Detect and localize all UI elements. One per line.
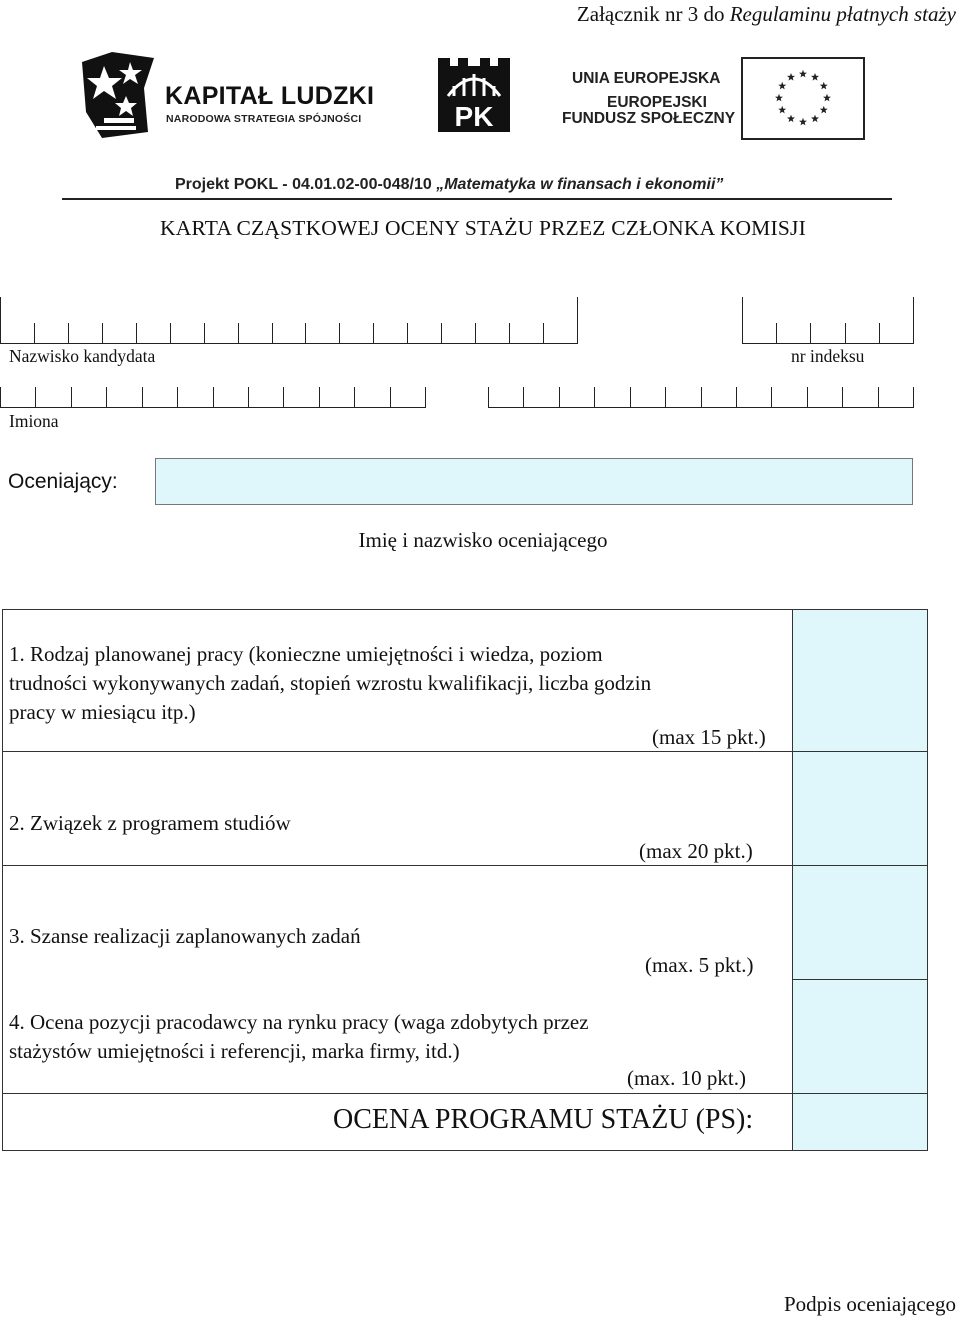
- header-divider: [62, 198, 892, 200]
- score-cell-4[interactable]: [793, 980, 927, 1093]
- eu-flag-icon: [741, 57, 865, 140]
- row-divider: [2, 751, 928, 752]
- criterion-1-text: [9, 640, 651, 727]
- char-box-divider: [136, 323, 137, 343]
- char-box-divider: [577, 297, 578, 343]
- char-box-divider: [0, 387, 1, 407]
- eu-star-icon: [811, 115, 819, 123]
- char-box-divider: [373, 323, 374, 343]
- criterion-1-max: (max 15 pkt.): [652, 725, 766, 749]
- char-box-divider: [879, 323, 880, 343]
- char-box-divider: [204, 323, 205, 343]
- char-box-divider: [354, 387, 355, 407]
- criterion-1-line3: pracy w miesiącu itp.): [9, 700, 196, 724]
- char-box-divider: [665, 387, 666, 407]
- char-box-divider: [71, 387, 72, 407]
- row-divider: [2, 865, 928, 866]
- ue-fund-line1: EUROPEJSKI: [607, 94, 707, 111]
- row-divider: [793, 979, 928, 980]
- char-box-divider: [102, 323, 103, 343]
- score-cell-2[interactable]: [793, 752, 927, 865]
- eu-star-icon: [787, 115, 795, 123]
- score-column-divider: [792, 609, 793, 1151]
- char-box-divider: [213, 387, 214, 407]
- evaluator-name-field[interactable]: [155, 458, 913, 505]
- char-box-divider: [594, 387, 595, 407]
- char-box-divider: [559, 387, 560, 407]
- eu-star-icon: [820, 82, 828, 90]
- evaluator-label: Oceniający:: [8, 470, 118, 493]
- char-box-divider: [407, 323, 408, 343]
- criterion-3-text: [9, 922, 361, 951]
- pk-letters: PK: [454, 101, 494, 132]
- char-box-divider: [913, 297, 914, 343]
- score-cell-3[interactable]: [793, 866, 927, 979]
- eu-star-icon: [778, 106, 786, 114]
- eu-star-icon: [787, 73, 795, 81]
- ue-fund-line2: FUNDUSZ SPOŁECZNY: [562, 110, 736, 127]
- criterion-1-line1: 1. Rodzaj planowanej pracy (konieczne umiejętności i wiedza, poziom: [9, 642, 603, 666]
- eu-star-icon: [811, 73, 819, 81]
- index-number-boxes[interactable]: [742, 298, 914, 344]
- second-name-char-boxes[interactable]: [488, 362, 914, 408]
- index-label: nr indeksu: [791, 346, 865, 366]
- char-box-divider: [810, 323, 811, 343]
- char-box-divider: [142, 387, 143, 407]
- char-box-divider: [339, 323, 340, 343]
- surname-char-boxes[interactable]: [0, 298, 578, 344]
- char-box-divider: [35, 387, 36, 407]
- criterion-2-text: [9, 809, 291, 838]
- kapital-ludzki-emblem-icon: [82, 52, 154, 138]
- project-name: „Matematyka w finansach i ekonomii”: [436, 176, 724, 193]
- kapital-ludzki-name: KAPITAŁ LUDZKI: [165, 82, 375, 110]
- criterion-1-line2: trudności wykonywanych zadań, stopień wzrostu kwalifikacji, liczba godzin: [9, 671, 652, 695]
- eu-flag-stars: [775, 70, 831, 126]
- form-title: KARTA CZĄSTKOWEJ OCENY STAŻU PRZEZ CZŁONKA KOMISJI: [160, 216, 806, 240]
- attachment-note: [577, 2, 956, 27]
- char-box-divider: [441, 323, 442, 343]
- eu-star-icon: [799, 70, 807, 78]
- eu-star-icon: [823, 94, 831, 102]
- criterion-4-line1: 4. Ocena pozycji pracodawcy na rynku pracy (waga zdobytych przez: [9, 1010, 589, 1034]
- char-box-divider: [878, 387, 879, 407]
- row-divider: [2, 1093, 928, 1094]
- eu-star-icon: [778, 82, 786, 90]
- pk-university-logo-icon: [436, 56, 512, 134]
- first-names-label: Imiona: [9, 411, 59, 431]
- signature-caption: Podpis oceniającego: [783, 1292, 956, 1316]
- total-score-cell[interactable]: [793, 1094, 927, 1150]
- char-box-divider: [106, 387, 107, 407]
- char-box-divider: [425, 387, 426, 407]
- char-box-divider: [238, 323, 239, 343]
- score-cell-1[interactable]: [793, 610, 927, 751]
- char-box-divider: [701, 387, 702, 407]
- criterion-3-line1: 3. Szanse realizacji zaplanowanych zadań: [9, 924, 361, 948]
- char-box-divider: [845, 323, 846, 343]
- eu-star-icon: [775, 94, 783, 102]
- attachment-prefix: Załącznik nr 3 do: [576, 2, 730, 26]
- char-box-divider: [34, 323, 35, 343]
- char-box-divider: [283, 387, 284, 407]
- char-box-divider: [630, 387, 631, 407]
- surname-label: Nazwisko kandydata: [9, 346, 156, 366]
- char-box-divider: [807, 387, 808, 407]
- char-box-divider: [842, 387, 843, 407]
- first-name-char-boxes[interactable]: [0, 362, 426, 408]
- attachment-document-name: Regulaminu płatnych staży: [729, 2, 956, 26]
- char-box-divider: [319, 387, 320, 407]
- criterion-2-line1: 2. Związek z programem studiów: [9, 811, 291, 835]
- char-box-divider: [488, 387, 489, 407]
- char-box-divider: [0, 297, 1, 343]
- char-box-divider: [475, 323, 476, 343]
- char-box-divider: [68, 323, 69, 343]
- char-box-divider: [170, 323, 171, 343]
- project-code: Projekt POKL - 04.01.02-00-048/10: [175, 176, 437, 193]
- eu-star-icon: [799, 118, 807, 126]
- char-box-divider: [248, 387, 249, 407]
- char-box-divider: [177, 387, 178, 407]
- ue-title: UNIA EUROPEJSKA: [572, 70, 721, 87]
- char-box-divider: [771, 387, 772, 407]
- criterion-3-max: (max. 5 pkt.): [645, 953, 754, 977]
- evaluator-caption: Imię i nazwisko oceniającego: [358, 528, 608, 552]
- char-box-divider: [523, 387, 524, 407]
- char-box-divider: [776, 323, 777, 343]
- kapital-ludzki-subtitle: NARODOWA STRATEGIA SPÓJNOŚCI: [166, 113, 362, 125]
- criterion-4-max: (max. 10 pkt.): [627, 1066, 746, 1090]
- char-box-divider: [390, 387, 391, 407]
- char-box-divider: [913, 387, 914, 407]
- eu-star-icon: [820, 106, 828, 114]
- criterion-4-line2: stażystów umiejętności i referencji, marka firmy, itd.): [9, 1039, 460, 1063]
- char-box-divider: [736, 387, 737, 407]
- criterion-2-max: (max 20 pkt.): [639, 839, 753, 863]
- char-box-divider: [272, 323, 273, 343]
- char-box-divider: [742, 297, 743, 343]
- char-box-divider: [543, 323, 544, 343]
- char-box-divider: [305, 323, 306, 343]
- total-score-label: OCENA PROGRAMU STAŻU (PS):: [333, 1104, 754, 1135]
- char-box-divider: [509, 323, 510, 343]
- project-line: [175, 176, 723, 194]
- criterion-4-text: [9, 1008, 589, 1066]
